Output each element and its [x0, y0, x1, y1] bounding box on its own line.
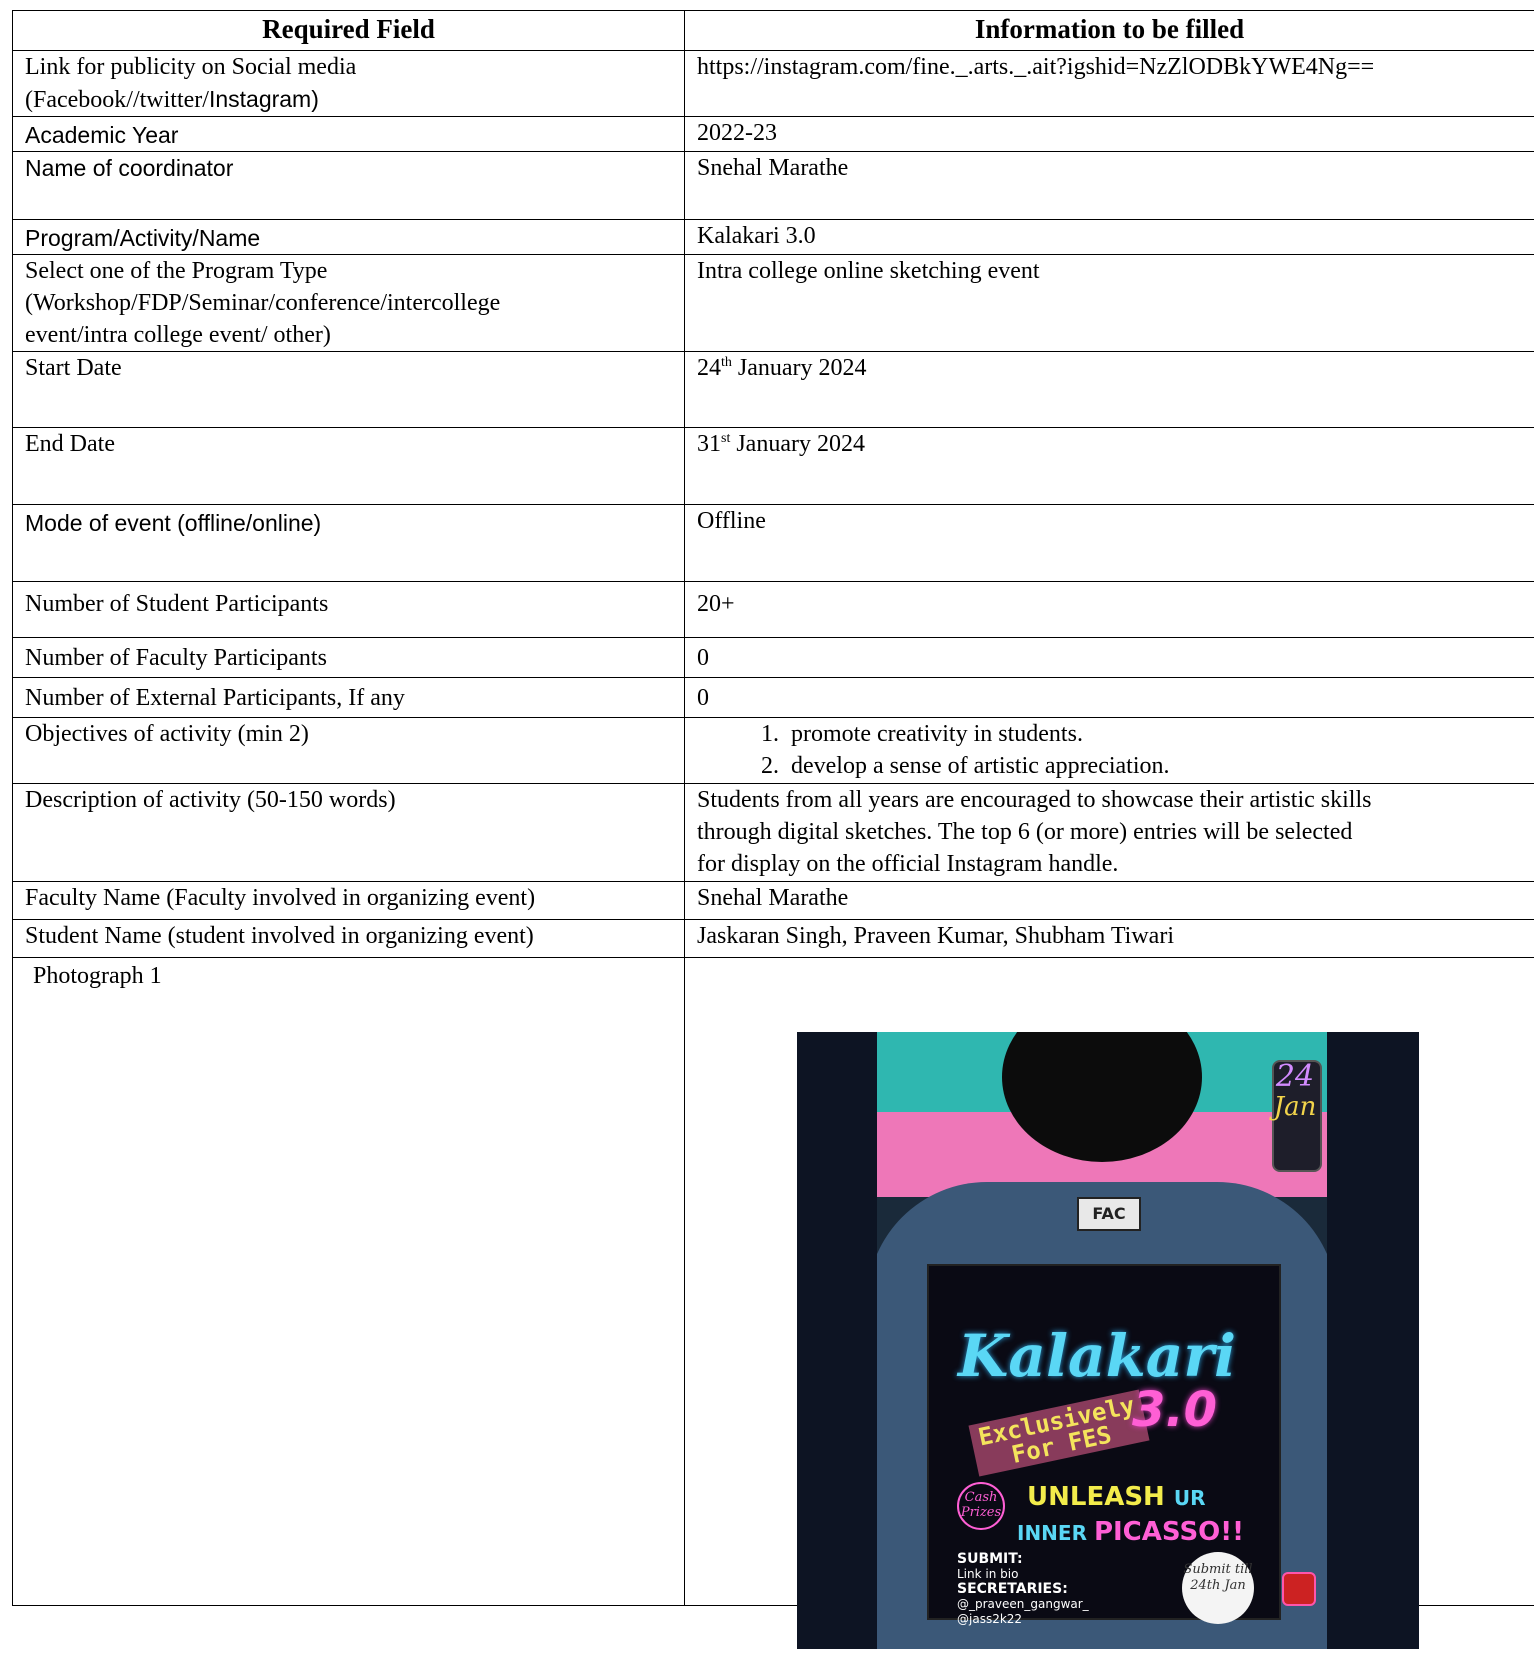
poster-unleash-text: UNLEASH — [1027, 1482, 1165, 1512]
label-end-date: End Date — [13, 428, 685, 505]
poster-submit-till-badge: Submit till 24th Jan — [1182, 1552, 1254, 1624]
value-link: https://instagram.com/fine._.arts._.ait?igshid=NzZlODBkYWE4Ng== — [685, 51, 1534, 117]
header-row — [13, 11, 1534, 51]
label-faculty-name: Faculty Name (Faculty involved in organizing event) — [13, 882, 685, 920]
event-poster-image — [797, 1032, 1419, 1649]
row-mode — [13, 505, 1534, 582]
start-month-year: January 2024 — [731, 355, 867, 381]
poster-transformer-patch-icon — [1282, 1572, 1316, 1606]
label-program-name: Program/Activity/Name — [13, 220, 685, 255]
description-line1: Students from all years are encouraged to showcase their artistic skills — [697, 787, 1372, 813]
row-objectives — [13, 718, 1534, 784]
photograph-label: Photograph 1 — [33, 963, 162, 989]
row-end-date — [13, 428, 1534, 505]
label-link-line2-serif: (Facebook//twitter/ — [25, 87, 209, 113]
value-objectives — [685, 718, 1534, 784]
value-faculty-name: Snehal Marathe — [685, 882, 1534, 920]
poster-version: 3.0 — [1132, 1382, 1218, 1438]
poster-submit-text: Link in bio — [957, 1567, 1019, 1581]
row-description — [13, 784, 1534, 882]
header-information: Information to be filled — [685, 11, 1534, 51]
end-day: 31 — [697, 431, 721, 457]
value-coordinator: Snehal Marathe — [685, 152, 1534, 220]
row-coordinator — [13, 152, 1534, 220]
label-program-type-line2: (Workshop/FDP/Seminar/conference/intercollege — [25, 290, 501, 316]
label-program-type-line1: Select one of the Program Type — [25, 258, 328, 284]
label-mode: Mode of event (offline/online) — [13, 505, 685, 582]
poster-date-month: Jan — [1273, 1092, 1317, 1122]
value-mode: Offline — [685, 505, 1534, 582]
label-objectives: Objectives of activity (min 2) — [13, 718, 685, 784]
label-link-line2-sans: Instagram) — [208, 86, 319, 112]
row-faculty-name — [13, 882, 1534, 920]
value-program-name: Kalakari 3.0 — [685, 220, 1534, 255]
poster-ur-text: UR — [1173, 1486, 1206, 1510]
header-required-field: Required Field — [13, 11, 685, 51]
poster-inner-text: INNER — [1017, 1521, 1087, 1545]
poster-secretaries-heading: SECRETARIES: — [957, 1581, 1068, 1597]
label-academic-year: Academic Year — [13, 117, 685, 152]
label-program-type — [13, 255, 685, 352]
poster-secretary-2: @jass2k22 — [957, 1612, 1023, 1626]
row-faculty-participants — [13, 638, 1534, 678]
label-start-date: Start Date — [13, 352, 685, 428]
description-line2: through digital sketches. The top 6 (or more) entries will be selected — [697, 819, 1353, 845]
poster-submit-info — [957, 1552, 1089, 1627]
value-academic-year: 2022-23 — [685, 117, 1534, 152]
value-external-participants: 0 — [685, 678, 1534, 718]
row-program-type — [13, 255, 1534, 352]
poster-title: Kalakari — [958, 1322, 1236, 1390]
value-faculty-participants: 0 — [685, 638, 1534, 678]
poster-date — [1272, 1059, 1318, 1122]
start-day: 24 — [697, 355, 721, 381]
row-student-participants — [13, 582, 1534, 638]
value-student-participants: 20+ — [685, 582, 1534, 638]
objective-item: 2. develop a sense of artistic appreciation. — [785, 750, 1522, 782]
label-description: Description of activity (50-150 words) — [13, 784, 685, 882]
row-link — [13, 51, 1534, 117]
poster-exclusive: Exclusively For FES — [968, 1389, 1149, 1476]
poster-cash-prizes: Cash Prizes — [957, 1482, 1005, 1530]
row-program-name — [13, 220, 1534, 255]
poster-artwork — [877, 1032, 1327, 1649]
end-month-year: January 2024 — [730, 431, 865, 457]
label-student-participants: Number of Student Participants — [13, 582, 685, 638]
objective-item: 1. promote creativity in students. — [785, 718, 1522, 750]
label-faculty-participants: Number of Faculty Participants — [13, 638, 685, 678]
label-program-type-line3: event/intra college event/ other) — [25, 322, 331, 348]
poster-unleash — [1027, 1482, 1206, 1512]
label-student-name: Student Name (student involved in organizing event) — [13, 920, 685, 958]
description-line3: for display on the official Instagram handle. — [697, 851, 1119, 877]
objectives-list — [697, 718, 1522, 782]
end-day-suffix: st — [721, 431, 731, 446]
row-academic-year — [13, 117, 1534, 152]
poster-secretary-1: @_praveen_gangwar_ — [957, 1597, 1089, 1611]
label-external-participants: Number of External Participants, If any — [13, 678, 685, 718]
poster-picasso-text: PICASSO!! — [1093, 1517, 1244, 1547]
label-link-line2 — [25, 83, 672, 116]
value-program-type: Intra college online sketching event — [685, 255, 1534, 352]
start-day-suffix: th — [721, 355, 732, 370]
poster-inner-picasso — [1017, 1517, 1244, 1547]
poster-submit-heading: SUBMIT: — [957, 1551, 1023, 1567]
label-coordinator: Name of coordinator — [13, 152, 685, 220]
value-student-name: Jaskaran Singh, Praveen Kumar, Shubham Tiwari — [685, 920, 1534, 958]
poster-date-day: 24 — [1275, 1059, 1315, 1094]
row-external-participants — [13, 678, 1534, 718]
label-link-line1: Link for publicity on Social media — [25, 54, 357, 80]
poster-fac-patch: FAC — [1077, 1197, 1141, 1231]
value-end-date — [685, 428, 1534, 505]
value-start-date — [685, 352, 1534, 428]
label-photograph — [13, 958, 685, 1606]
label-link — [13, 51, 685, 117]
row-start-date — [13, 352, 1534, 428]
value-description — [685, 784, 1534, 882]
row-student-name — [13, 920, 1534, 958]
